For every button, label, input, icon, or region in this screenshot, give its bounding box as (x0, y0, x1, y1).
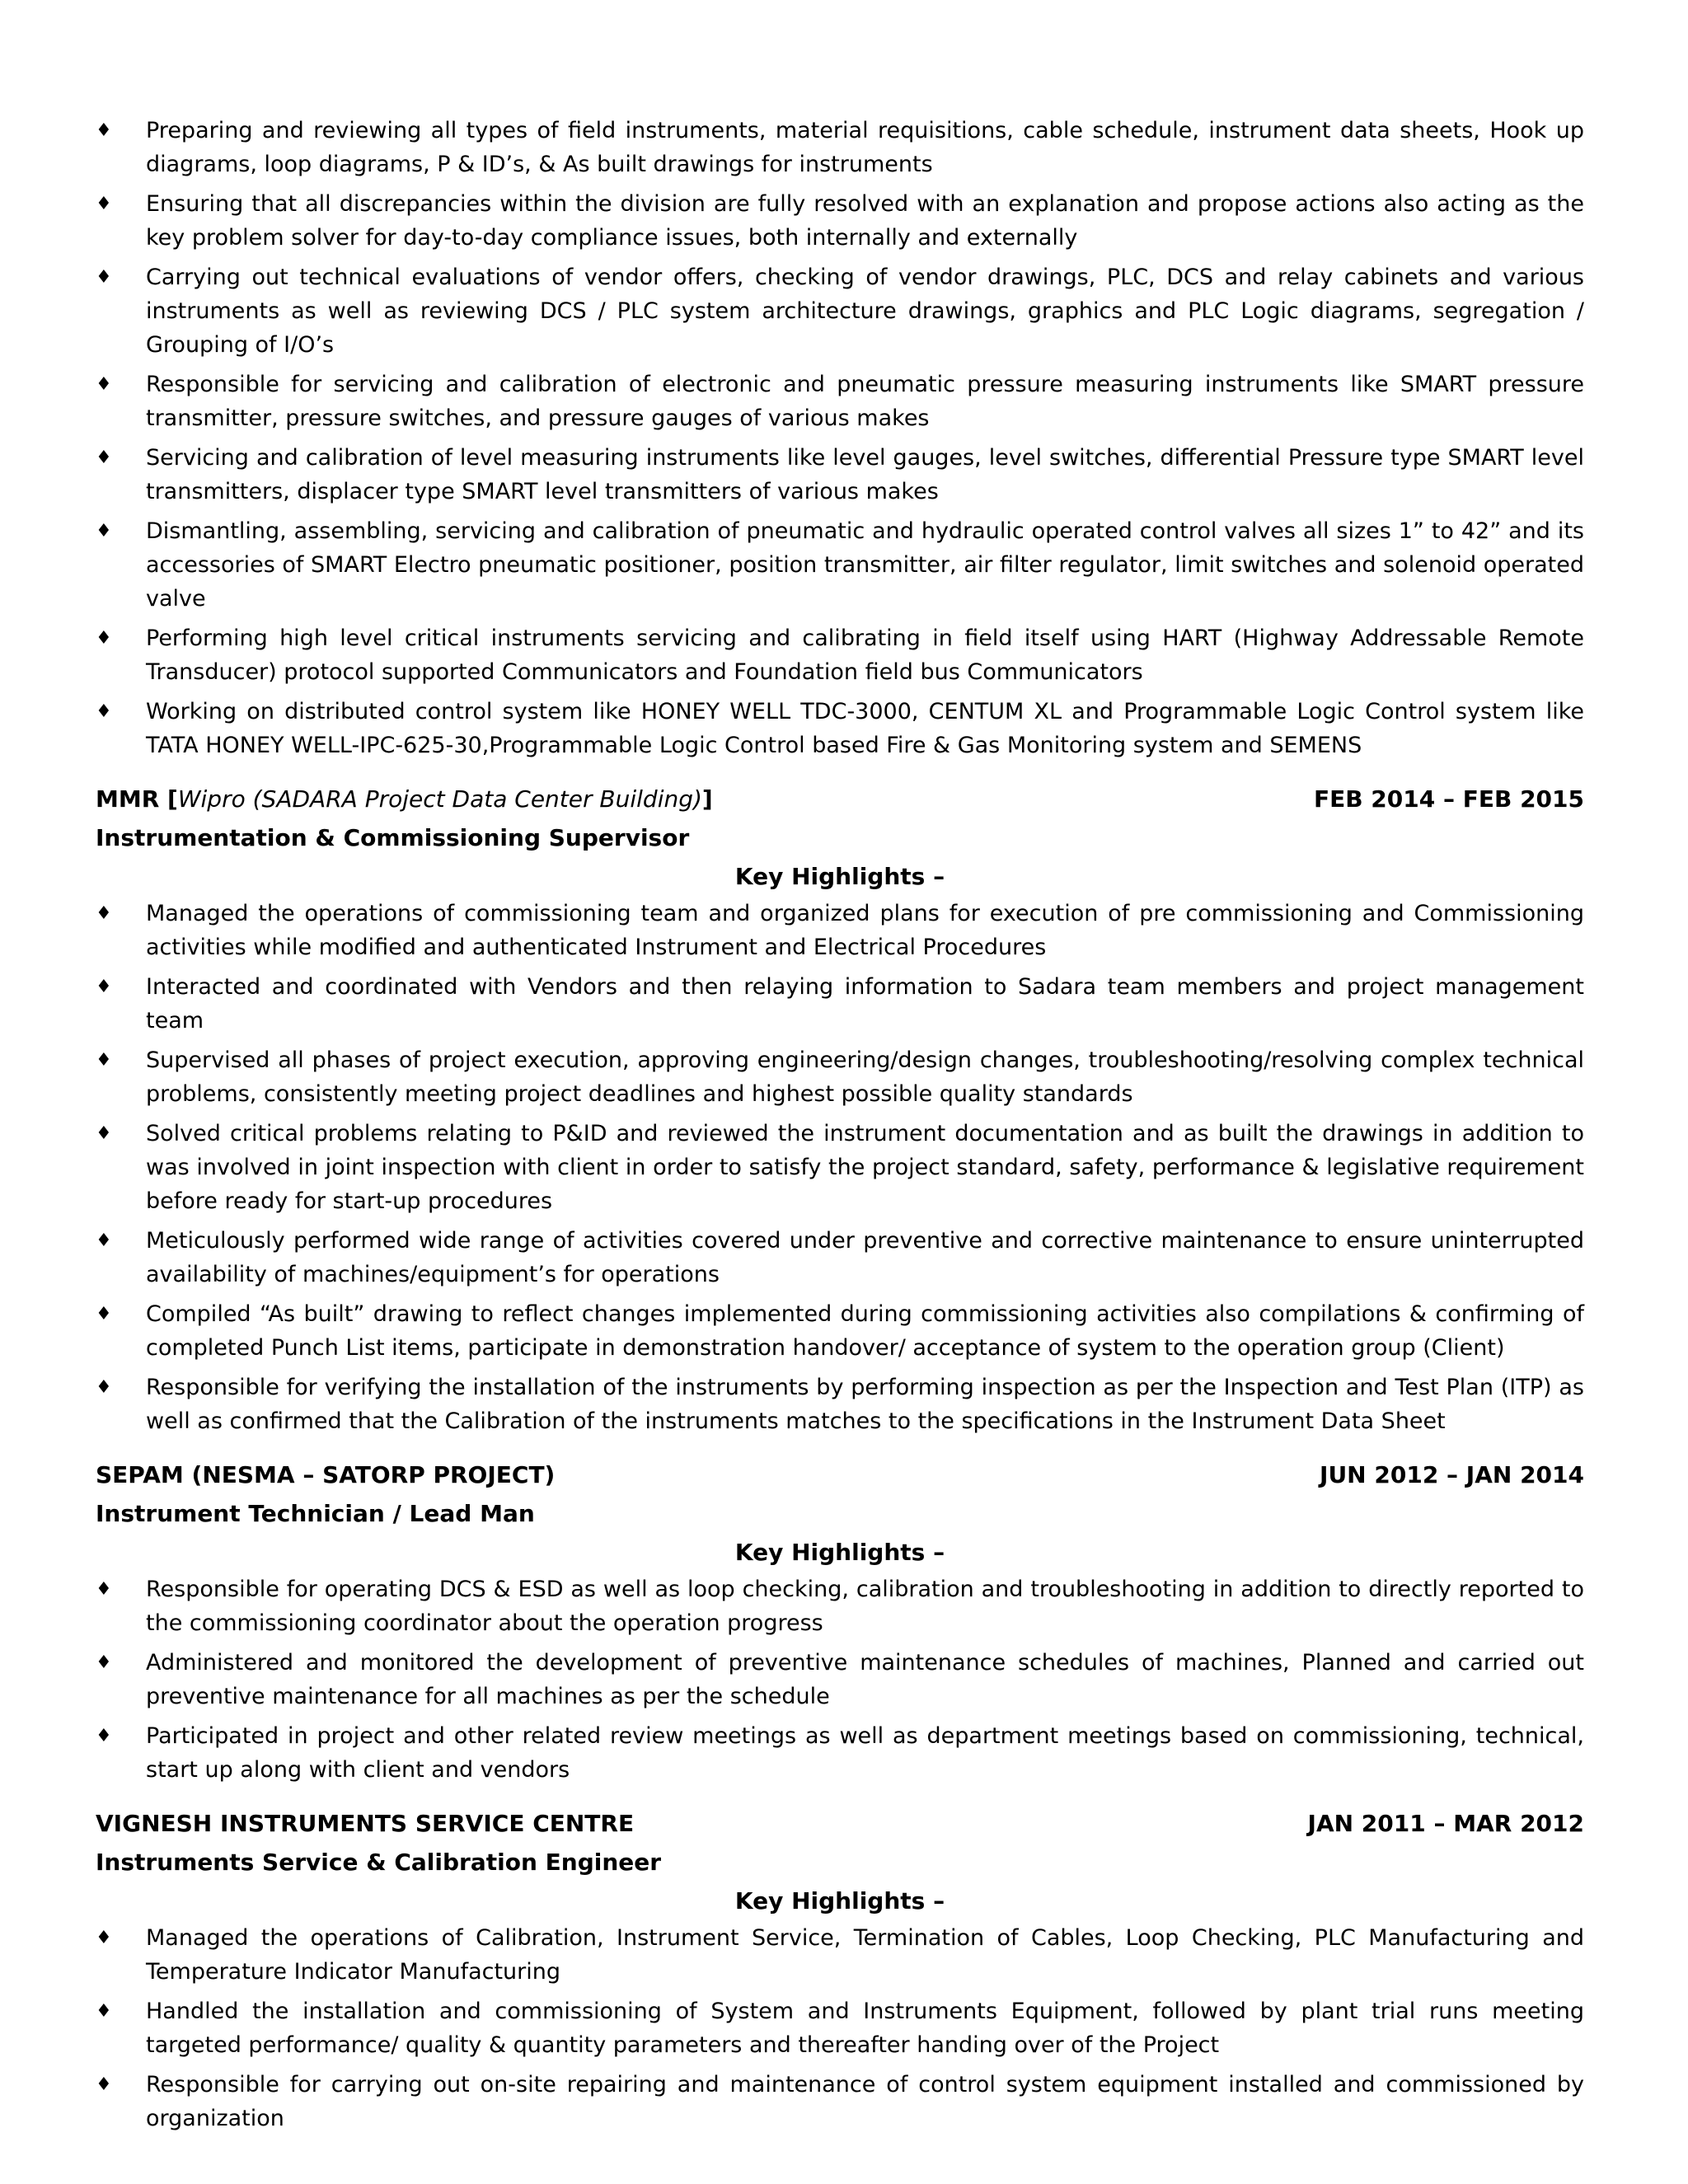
bullet-text: Managed the operations of Calibration, Instrument Service, Termination of Cables, Loop Checking, PLC Manufacturing and Temperature Indicator Manufacturing (146, 1925, 1584, 1985)
job-role: Instruments Service & Calibration Engineer (96, 1849, 662, 1876)
list-item (96, 695, 1584, 762)
list-item (96, 114, 1584, 181)
list-item (96, 1043, 1584, 1111)
bullet-text: Interacted and coordinated with Vendors and then relaying information to Sadara team members and project management team (146, 974, 1584, 1033)
diamond-bullet-icon: ♦ (96, 977, 112, 997)
employer-name (96, 1458, 555, 1492)
diamond-bullet-icon: ♦ (96, 2001, 112, 2022)
bullet-text: Preparing and reviewing all types of field instruments, material requisitions, cable schedule, instrument data sheets, Hook up diagrams, loop diagrams, P & ID’s, & As built drawings for instruments (146, 118, 1584, 177)
intro-bullet-list (96, 114, 1584, 762)
list-item (96, 897, 1584, 964)
list-item (96, 514, 1584, 616)
bullet-text: Carrying out technical evaluations of vendor offers, checking of vendor drawings, PLC, DCS and relay cabinets and various instruments as well as reviewing DCS / PLC system architecture drawings, graphics and PLC Logic diagrams, segregation / Grouping of I/O’s (146, 265, 1584, 358)
bullet-text: Ensuring that all discrepancies within the division are fully resolved with an explanation and propose actions also acting as the key problem solver for day-to-day compliance issues, both internally and externally (146, 191, 1584, 251)
bullet-text: Compiled “As built” drawing to reflect changes implemented during commissioning activities also compilations & confirming of completed Punch List items, participate in demonstration handover/ acceptance of system to the operation group (Client) (146, 1301, 1584, 1361)
diamond-bullet-icon: ♦ (96, 194, 112, 214)
key-highlights-heading: Key Highlights – (734, 863, 945, 890)
bullet-text: Managed the operations of commissioning team and organized plans for execution of pre commissioning and Commissioning activities while modified and authenticated Instrument and Electrical Procedures (146, 901, 1584, 960)
bullet-text: Responsible for operating DCS & ESD as well as loop checking, calibration and troubleshooting in addition to directly reported to the commissioning coordinator about the operation progress (146, 1577, 1584, 1636)
list-item (96, 2068, 1584, 2135)
list-item (96, 1371, 1584, 1438)
bullet-text: Solved critical problems relating to P&ID and reviewed the instrument documentation and as built the drawings in addition to was involved in joint inspection with client in order to satisfy the project standard, safety, performance & legislative requirement before ready for start-up procedures (146, 1121, 1584, 1214)
bullet-text: Meticulously performed wide range of activities covered under preventive and corrective maintenance to ensure uninterrupted availability of machines/equipment’s for operations (146, 1228, 1584, 1287)
diamond-bullet-icon: ♦ (96, 521, 112, 541)
diamond-bullet-icon: ♦ (96, 1304, 112, 1324)
job-dates: JAN 2011 – MAR 2012 (1307, 1810, 1584, 1837)
list-item (96, 1994, 1584, 2062)
resume-page (96, 114, 1584, 2141)
diamond-bullet-icon: ♦ (96, 1726, 112, 1746)
job-dates: FEB 2014 – FEB 2015 (1313, 785, 1584, 813)
bullet-text: Responsible for servicing and calibration of electronic and pneumatic pressure measuring instruments like SMART pressure transmitter, pressure switches, and pressure gauges of various makes (146, 372, 1584, 431)
list-item (96, 260, 1584, 362)
diamond-bullet-icon: ♦ (96, 374, 112, 395)
employer-prefix: SEPAM (NESMA – SATORP PROJECT) (96, 1461, 556, 1488)
job-section-mmr (96, 782, 1584, 1438)
diamond-bullet-icon: ♦ (96, 1652, 112, 1673)
key-highlights-heading: Key Highlights – (734, 1887, 945, 1915)
employer-name (96, 782, 713, 816)
bullet-text: Supervised all phases of project execution, approving engineering/design changes, troubleshooting/resolving complex technical problems, consistently meeting project deadlines and highest possible quality standards (146, 1047, 1584, 1107)
bullet-text: Administered and monitored the development of preventive maintenance schedules of machines, Planned and carried out preventive maintenance for all machines as per the schedule (146, 1650, 1584, 1709)
list-item (96, 1297, 1584, 1365)
diamond-bullet-icon: ♦ (96, 120, 112, 141)
list-item (96, 1719, 1584, 1787)
list-item (96, 1646, 1584, 1713)
employer-name (96, 1807, 634, 1840)
bullet-text: Servicing and calibration of level measuring instruments like level gauges, level switches, differential Pressure type SMART level transmitters, displacer type SMART level transmitters of various makes (146, 445, 1584, 504)
list-item (96, 1921, 1584, 1989)
employer-prefix: MMR [ (96, 785, 178, 813)
job-bullet-list (96, 1572, 1584, 1787)
list-item (96, 970, 1584, 1038)
employer-client: Wipro (SADARA Project Data Center Building) (177, 785, 702, 813)
list-item (96, 441, 1584, 509)
diamond-bullet-icon: ♦ (96, 1050, 112, 1071)
diamond-bullet-icon: ♦ (96, 701, 112, 722)
list-item (96, 1572, 1584, 1640)
list-item (96, 621, 1584, 689)
job-dates: JUN 2012 – JAN 2014 (1320, 1461, 1584, 1488)
job-header (96, 1807, 1584, 1840)
bullet-text: Handled the installation and commissioning of System and Instruments Equipment, followed by plant trial runs meeting targeted performance/ quality & quantity parameters and thereafter handing over of the Project (146, 1999, 1584, 2058)
diamond-bullet-icon: ♦ (96, 448, 112, 468)
list-item (96, 1224, 1584, 1291)
list-item (96, 187, 1584, 255)
employer-suffix: ] (701, 785, 713, 813)
bullet-text: Responsible for carrying out on-site repairing and maintenance of control system equipment installed and commissioned by organization (146, 2072, 1584, 2131)
bullet-text: Participated in project and other related review meetings as well as department meetings based on commissioning, technical, start up along with client and vendors (146, 1723, 1584, 1783)
diamond-bullet-icon: ♦ (96, 2074, 112, 2095)
diamond-bullet-icon: ♦ (96, 1377, 112, 1398)
diamond-bullet-icon: ♦ (96, 1928, 112, 1948)
key-highlights-heading: Key Highlights – (734, 1539, 945, 1566)
job-role: Instrument Technician / Lead Man (96, 1500, 535, 1527)
diamond-bullet-icon: ♦ (96, 903, 112, 924)
list-item (96, 368, 1584, 435)
diamond-bullet-icon: ♦ (96, 1579, 112, 1600)
job-section-vignesh (96, 1807, 1584, 2135)
job-header (96, 782, 1584, 816)
diamond-bullet-icon: ♦ (96, 1123, 112, 1144)
diamond-bullet-icon: ♦ (96, 628, 112, 649)
bullet-text: Responsible for verifying the installation of the instruments by performing inspection as per the Inspection and Test Plan (ITP) as well as confirmed that the Calibration of the instruments matches to the specifications in the Instrument Data Sheet (146, 1375, 1584, 1434)
job-section-sepam (96, 1458, 1584, 1787)
employer-prefix: VIGNESH INSTRUMENTS SERVICE CENTRE (96, 1810, 635, 1837)
job-bullet-list (96, 897, 1584, 1438)
bullet-text: Working on distributed control system like HONEY WELL TDC-3000, CENTUM XL and Programmable Logic Control system like TATA HONEY WELL-IPC-625-30,Programmable Logic Control based Fire & Gas Monitoring system and SEMENS (146, 699, 1584, 758)
list-item (96, 1117, 1584, 1218)
diamond-bullet-icon: ♦ (96, 1230, 112, 1251)
job-role: Instrumentation & Commissioning Supervisor (96, 824, 690, 851)
diamond-bullet-icon: ♦ (96, 267, 112, 288)
job-header (96, 1458, 1584, 1492)
job-bullet-list (96, 1921, 1584, 2135)
bullet-text: Dismantling, assembling, servicing and calibration of pneumatic and hydraulic operated control valves all sizes 1” to 42” and its accessories of SMART Electro pneumatic positioner, position transmitter, air filter regulator, limit switches and solenoid operated valve (146, 518, 1584, 612)
bullet-text: Performing high level critical instruments servicing and calibrating in field itself using HART (Highway Addressable Remote Transducer) protocol supported Communicators and Foundation field bus Communicators (146, 626, 1584, 685)
